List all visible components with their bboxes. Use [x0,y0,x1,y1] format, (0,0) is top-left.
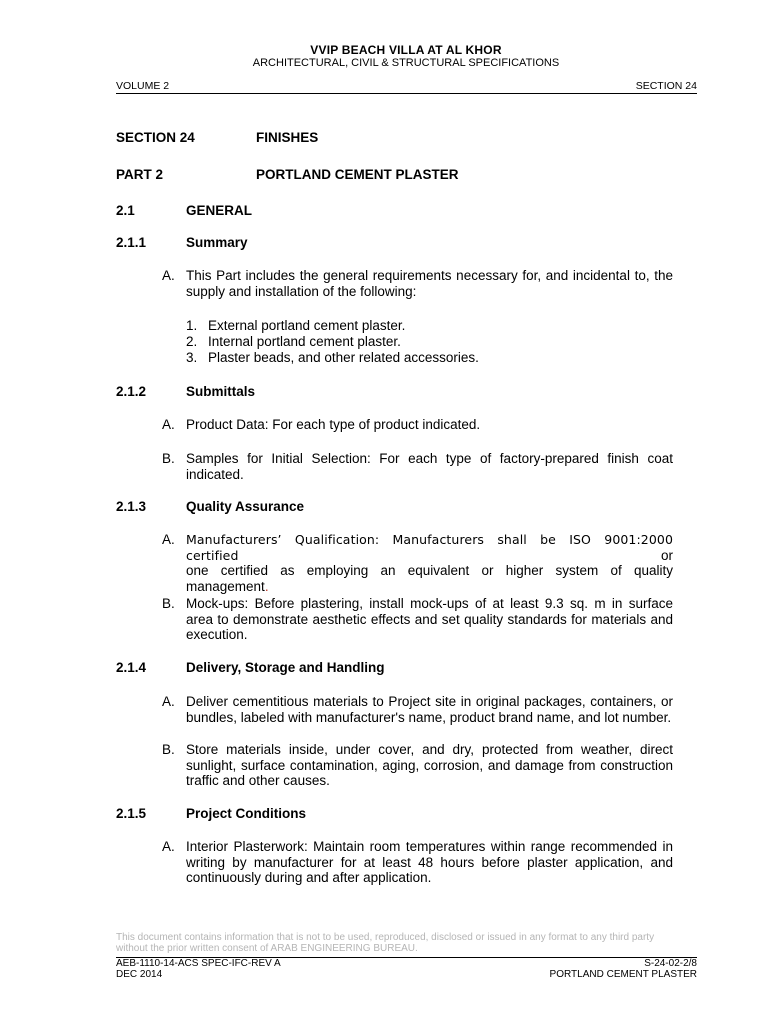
heading-2-1-1-title: Summary [186,235,248,250]
clause-text-line: writing by manufacturer for at least 48 hours before plaster application, and [186,854,673,870]
clause-text-line: Product Data: For each type of product indicated. [186,417,481,432]
heading-2-1-5-title: Project Conditions [186,806,307,821]
clause-letter: B. [162,742,175,757]
clause-text-period: . [264,578,269,594]
part-number: PART 2 [116,167,164,182]
footer-page-title: PORTLAND CEMENT PLASTER [549,969,697,980]
clause-text-run: Manufacturers’ Qualification: Manufacturers shall be ISO 9001:2000 certified [186,532,673,563]
clause-letter: A. [162,694,175,709]
clause-text-line: supply and installation of the following: [186,283,417,299]
list-item-text: External portland cement plaster. [208,318,406,333]
list-item-text: Plaster beads, and other related accessories. [208,350,479,365]
heading-2-1-2-title: Submittals [186,384,256,399]
clause-letter: B. [162,451,175,466]
clause-letter: A. [162,268,175,283]
confidentiality-line: This document contains information that is not to be used, reproduced, disclosed or issued in any format to any third party [116,932,655,943]
heading-2-1-4-number: 2.1.4 [116,660,147,675]
document-title: VVIP BEACH VILLA AT AL KHOR [310,43,502,57]
clause-text-line: traffic and other causes. [186,773,330,789]
clause-text-line: indicated. [186,466,244,482]
clause-text-line: one certified as employing an equivalent or higher system of quality [186,563,673,579]
section-number: SECTION 24 [116,130,195,145]
section-title: FINISHES [256,130,319,145]
footer-date: DEC 2014 [116,969,163,980]
clause-text-run: or [238,547,673,563]
header-volume: VOLUME 2 [116,80,170,92]
heading-2-1-3-title: Quality Assurance [186,499,305,514]
clause-letter: A. [162,839,175,854]
clause-text-line: Interior Plasterwork: Maintain room temperatures within range recommended in [186,839,673,854]
heading-2-1-number: 2.1 [116,203,135,218]
footer-page-ref: S-24-02-2/8 [644,958,697,969]
header-divider [116,93,697,94]
clause-text-line [186,579,673,595]
list-item-text: Internal portland cement plaster. [208,334,401,349]
clause-text-line [186,532,673,563]
clause-text-line: sunlight, surface contamination, aging, corrosion, and damage from construction [186,757,673,773]
confidentiality-line: without the prior written consent of ARAB ENGINEERING BUREAU. [116,942,418,954]
heading-2-1-1-number: 2.1.1 [116,235,147,250]
heading-2-1-5-number: 2.1.5 [116,806,147,821]
heading-2-1-2-number: 2.1.2 [116,384,147,399]
list-item-number: 1. [186,318,198,333]
clause-text-line: execution. [186,627,248,643]
list-item-number: 3. [186,350,198,365]
clause-text-line: continuously during and after application. [186,870,432,886]
footer-doc-ref: AEB-1110-14-ACS SPEC-IFC-REV A [116,958,281,969]
clause-text-line: Store materials inside, under cover, and dry, protected from weather, direct [186,742,673,757]
clause-text-line: Samples for Initial Selection: For each type of factory-prepared finish coat [186,451,673,466]
clause-text-line: area to demonstrate aesthetic effects and set quality standards for materials and [186,611,673,627]
clause-letter: A. [162,417,175,432]
clause-text-run: management [186,578,265,594]
document-subtitle: ARCHITECTURAL, CIVIL & STRUCTURAL SPECIFICATIONS [252,57,560,69]
heading-2-1-title: GENERAL [186,203,253,218]
confidentiality-notice [116,933,697,954]
clause-text-line: Deliver cementitious materials to Project site in original packages, containers, or [186,694,673,709]
header-section: SECTION 24 [635,80,697,92]
part-title: PORTLAND CEMENT PLASTER [256,167,459,182]
clause-text-line: This Part includes the general requirements necessary for, and incidental to, the [186,268,673,283]
heading-2-1-4-title: Delivery, Storage and Handling [186,660,385,675]
clause-letter: B. [162,596,175,611]
list-item-number: 2. [186,334,198,349]
clause-letter: A. [162,532,175,547]
clause-text-line: Mock-ups: Before plastering, install mock-ups of at least 9.3 sq. m in surface [186,596,673,611]
heading-2-1-3-number: 2.1.3 [116,499,147,514]
clause-text-line: bundles, labeled with manufacturer's name, product brand name, and lot number. [186,709,672,725]
